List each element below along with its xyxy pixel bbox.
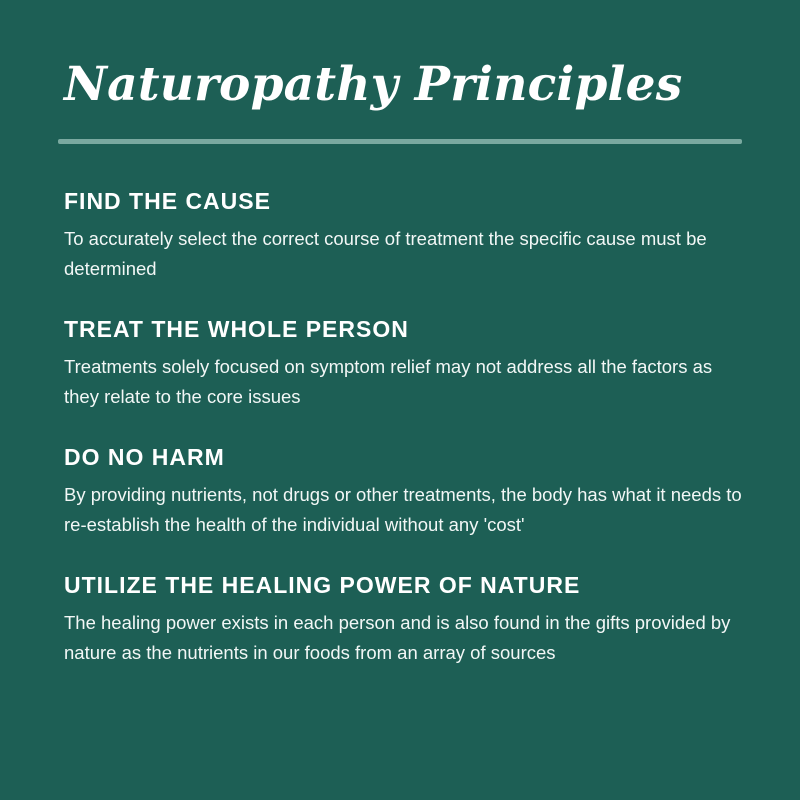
principle-body: To accurately select the correct course of treatment the specific cause must be determined: [64, 228, 707, 280]
principle-body: Treatments solely focused on symptom relief may not address all the factors as they relate to the core issues: [64, 355, 713, 407]
list-item: [58, 572, 742, 668]
list-item: [58, 444, 742, 540]
title-divider: [58, 139, 742, 144]
page-title: Naturopathy Principles: [64, 57, 683, 112]
list-item: [58, 316, 742, 412]
principle-body: By providing nutrients, not drugs or other treatments, the body has what it needs to re-establish the health of the individual without any 'cost': [64, 483, 742, 535]
principle-heading: UTILIZE THE HEALING POWER OF NATURE: [64, 571, 581, 598]
principle-heading: TREAT THE WHOLE PERSON: [64, 315, 409, 342]
principles-list: [58, 188, 742, 668]
list-item: [58, 188, 742, 284]
principle-body: The healing power exists in each person and is also found in the gifts provided by nature as the nutrients in our foods from an array of sources: [64, 611, 731, 663]
principle-heading: DO NO HARM: [64, 443, 225, 470]
principle-heading: FIND THE CAUSE: [64, 188, 271, 215]
